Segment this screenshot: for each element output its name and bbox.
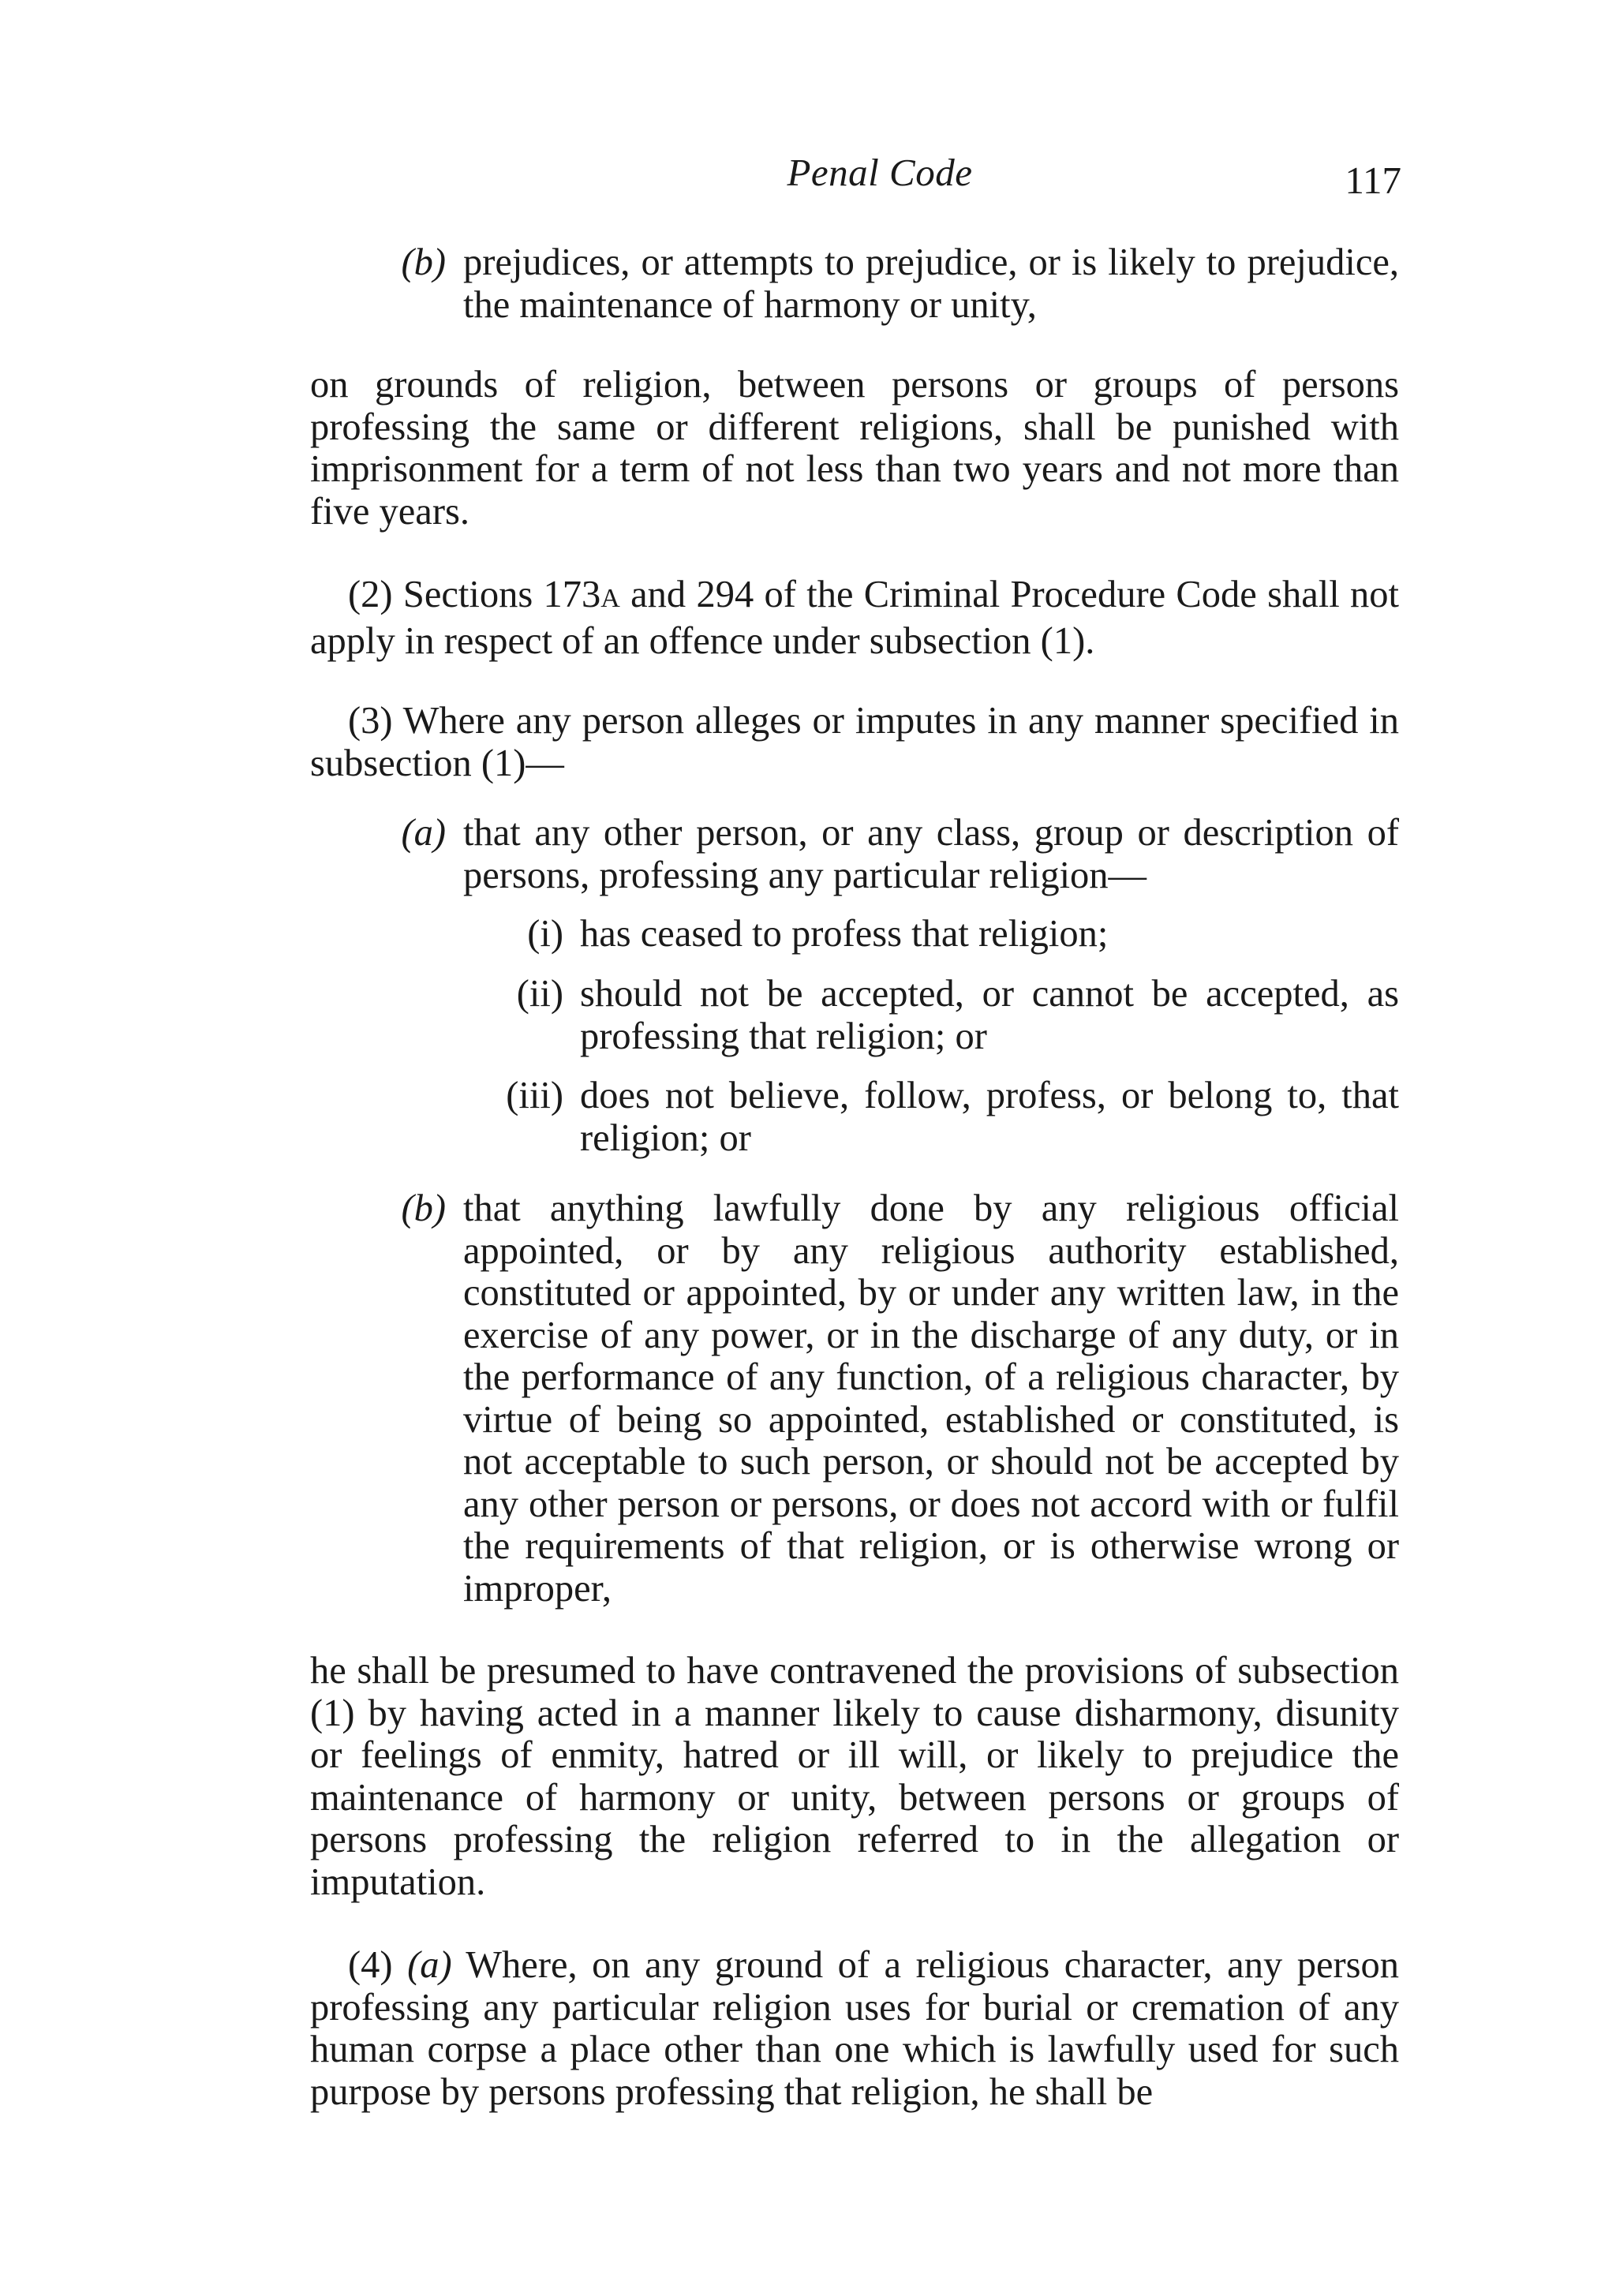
- subsection-text: Where any person alleges or imputes in any manner specified in subsection (1)—: [310, 700, 1400, 784]
- running-title: Penal Code: [787, 151, 973, 194]
- sub-item-text: does not believe, follow, profess, or belong to, that religion; or: [580, 1075, 1399, 1159]
- sub-item-label: (iii): [506, 1075, 563, 1116]
- clause-text: that any other person, or any class, group or description of persons, professing any particular religion—: [463, 812, 1399, 896]
- clause-label: (a): [407, 1944, 452, 1986]
- subsection-number: (2): [348, 574, 393, 615]
- subsection-text: Where, on any ground of a religious character, any person professing any particular religion uses for burial or cremation of any human corpse a place other than one which is lawfully used for such purpose by persons professing that religion, he shall be: [310, 1944, 1400, 2113]
- clause-label: (a): [401, 812, 446, 854]
- clause-text: that anything lawfully done by any religious official appointed, or by any religious authority established, constituted or appointed, by or under any written law, in the exercise of any power, or in the discharge of any duty, or in the performance of any function, of a religious character, by virtue of being so appointed, established or constituted, is not acceptable to such person, or should not be accepted by any other person or persons, or does not accord with or fulfil the requirements of that religion, or is otherwise wrong or improper,: [463, 1187, 1399, 1610]
- page-number: 117: [1345, 159, 1401, 202]
- sub-item-text: should not be accepted, or cannot be accepted, as professing that religion; or: [580, 973, 1399, 1057]
- paragraph-grounds: on grounds of religion, between persons or groups of persons professing the same or different religions, shall be punished with imprisonment for a term of not less than two years and not more than five years.: [310, 364, 1399, 533]
- subsection-2: [310, 574, 1399, 662]
- sub-item-label: (ii): [516, 973, 563, 1015]
- paragraph-presumed: he shall be presumed to have contravened the provisions of subsection (1) by having acted in a manner likely to cause disharmony, disunity or feelings of enmity, hatred or ill will, or likely to prejudice the maintenance of harmony or unity, between persons or groups of persons professing the religion referred to in the allegation or imputation.: [310, 1650, 1399, 1903]
- clause-label: (b): [401, 241, 446, 283]
- subsection-4: [310, 1944, 1399, 2113]
- subsection-text-before: Sections 173: [402, 574, 601, 615]
- sub-item-label: (i): [527, 913, 563, 955]
- clause-label: (b): [401, 1187, 446, 1229]
- subsection-small-caps: A: [600, 584, 620, 613]
- subsection-text-after: and 294 of the Criminal Procedure Code shall not apply in respect of an offence under subsection (1).: [310, 574, 1399, 662]
- subsection-number: (4): [348, 1944, 393, 1986]
- clause-text: prejudices, or attempts to prejudice, or is likely to prejudice, the maintenance of harmony or unity,: [463, 241, 1399, 326]
- sub-item-text: has ceased to profess that religion;: [580, 913, 1109, 955]
- subsection-number: (3): [348, 700, 393, 742]
- page-header: [0, 150, 1616, 213]
- subsection-3: [310, 700, 1399, 784]
